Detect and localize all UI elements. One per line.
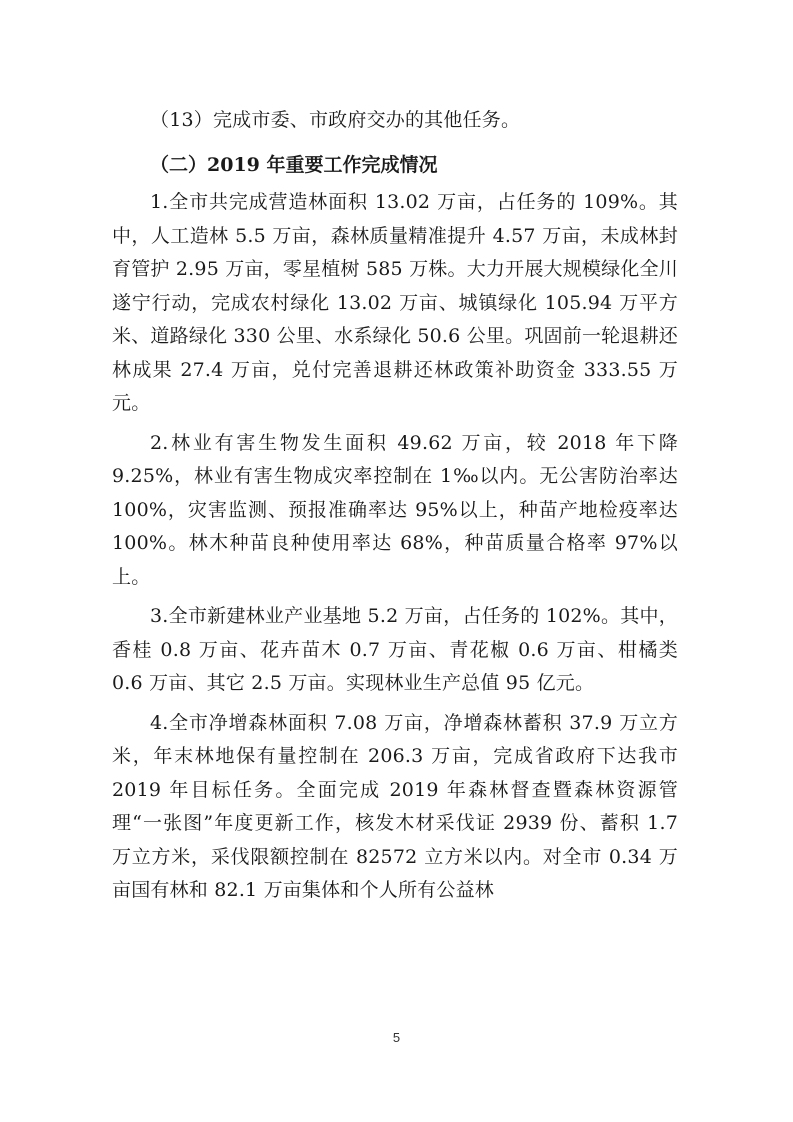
paragraph-3-industry-base: 3.全市新建林业产业基地 5.2 万亩，占任务的 102%。其中，香桂 0.8 万亩、花卉苗木 0.7 万亩、青花椒 0.6 万亩、柑橘类 0.6 万亩、其它 2.5 万亩。实现林业生产总值 95 亿元。 bbox=[112, 605, 678, 694]
paragraph-2-pest-control: 2.林业有害生物发生面积 49.62 万亩，较 2018 年下降 9.25%，林业有害生物成灾率控制在 1‰以内。无公害防治率达 100%，灾害监测、预报准确率达 95%以上，种苗产地检疫率达 100%。林木种苗良种使用率达 68%，种苗质量合格率 97%以上。 bbox=[112, 431, 678, 588]
paragraph-task-13: （13）完成市委、市政府交办的其他任务。 bbox=[150, 109, 521, 131]
paragraph-1-afforestation: 1.全市共完成营造林面积 13.02 万亩，占任务的 109%。其中，人工造林 5.5 万亩，森林质量精准提升 4.57 万亩，未成林封育管护 2.95 万亩，零星植树 585 万株。大力开展大规模绿化全川遂宁行动，完成农村绿化 13.02 万亩、城镇绿化 105.94 万平方米、道路绿化 330 公里、水系绿化 50.6 公里。巩固前一轮退耕还林成果 27.4 万亩，兑付完善退耕还林政策补助资金 333.55 万元。 bbox=[112, 191, 678, 414]
body-text bbox=[112, 104, 678, 908]
paragraph-4-forest-resources: 4.全市净增森林面积 7.08 万亩，净增森林蓄积 37.9 万立方米，年末林地保有量控制在 206.3 万亩，完成省政府下达我市 2019 年目标任务。全面完成 2019 年森林督查暨森林资源管理“一张图”年度更新工作，核发木材采伐证 2939 份、蓄积 1.7 万立方米，采伐限额控制在 82572 立方米以内。对全市 0.34 万亩国有林和 82.1 万亩集体和个人所有公益林 bbox=[112, 711, 678, 901]
page-number: 5 bbox=[392, 1030, 401, 1045]
section-heading: （二）2019 年重要工作完成情况 bbox=[150, 153, 438, 176]
